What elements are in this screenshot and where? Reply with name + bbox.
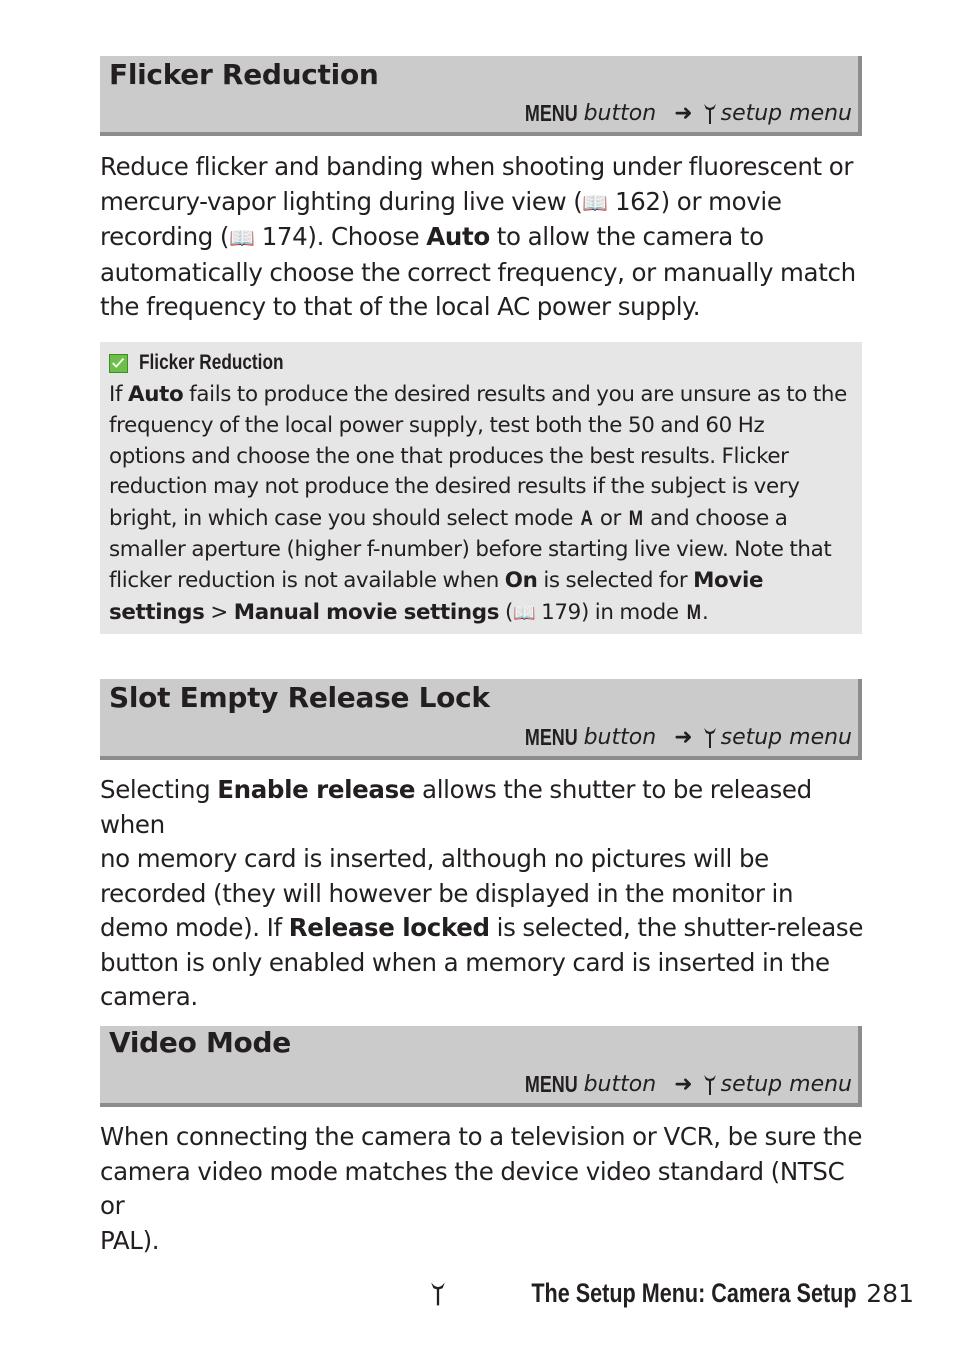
- book-icon: 📖: [582, 190, 608, 215]
- text-line: If Auto fails to produce the desired results and you are unsure as to the: [109, 382, 847, 407]
- wrench-icon: [703, 727, 717, 749]
- text-line: options and choose the one that produces the best results. Flicker: [109, 443, 789, 469]
- setup-menu-label: setup menu: [720, 101, 852, 126]
- text-line: Selecting Enable release allows the shutter to be released when: [100, 775, 812, 839]
- text-line: demo mode). If Release locked is selected, the shutter-release: [100, 913, 864, 942]
- menu-label: MENU: [524, 724, 578, 750]
- text-line: When connecting the camera to a television or VCR, be sure the: [100, 1122, 863, 1151]
- slot-empty-release-lock-header: [100, 679, 862, 760]
- text-line: flicker reduction is not available when On is selected for Movie: [109, 567, 764, 593]
- video-mode-header: [100, 1026, 862, 1107]
- section-title: Slot Empty Release Lock: [109, 681, 490, 714]
- check-note-icon: [109, 354, 128, 373]
- page-footer: [430, 1278, 914, 1309]
- flicker-reduction-header: [100, 56, 862, 136]
- chapter-title: The Setup Menu: Camera Setup: [531, 1278, 857, 1308]
- text-line: automatically choose the correct frequency, or manually match: [100, 257, 856, 287]
- arrow-icon: ➜: [674, 725, 693, 750]
- setup-menu-label: setup menu: [720, 1072, 852, 1097]
- arrow-icon: ➜: [674, 101, 693, 126]
- text-line: bright, in which case you should select mode A or M and choose a: [109, 506, 788, 532]
- text-line: Reduce flicker and banding when shooting under fluorescent or: [100, 152, 854, 181]
- text-line: button is only enabled when a memory card is inserted in the: [100, 947, 830, 977]
- setup-menu-label: setup menu: [720, 725, 852, 750]
- button-label: button: [583, 101, 657, 126]
- menu-breadcrumb: [510, 724, 852, 751]
- text-line: PAL).: [100, 1225, 160, 1255]
- text-line: recording (📖 174). Choose Auto to allow the camera to: [100, 222, 764, 251]
- arrow-icon: ➜: [674, 1072, 693, 1097]
- button-label: button: [583, 1072, 657, 1097]
- menu-label: MENU: [524, 1071, 578, 1097]
- note-title: Flicker Reduction: [139, 351, 284, 374]
- menu-breadcrumb: [510, 1071, 852, 1098]
- book-icon: 📖: [229, 226, 255, 250]
- flicker-note-box: [100, 342, 862, 634]
- slot-description: [100, 773, 870, 1015]
- text-line: mercury-vapor lighting during live view (📖 162) or movie: [100, 186, 782, 216]
- page-number: 281: [866, 1279, 914, 1308]
- text-line: no memory card is inserted, although no pictures will be: [100, 844, 769, 873]
- text-line: reduction may not produce the desired results if the subject is very: [109, 474, 800, 500]
- note-header: [109, 348, 853, 378]
- text-line: settings > Manual movie settings (📖 179) in mode M.: [109, 599, 709, 625]
- section-title: Flicker Reduction: [109, 58, 379, 91]
- note-body: [109, 380, 853, 629]
- section-title: Video Mode: [109, 1026, 291, 1059]
- wrench-icon: [703, 103, 717, 125]
- wrench-icon: [430, 1281, 446, 1307]
- menu-label: MENU: [524, 100, 578, 126]
- text-line: recorded (they will however be displayed in the monitor in: [100, 878, 794, 908]
- text-line: camera video mode matches the device video standard (NTSC or: [100, 1156, 845, 1220]
- text-line: smaller aperture (higher f-number) before starting live view. Note that: [109, 536, 832, 562]
- wrench-icon: [703, 1074, 717, 1096]
- text-line: the frequency to that of the local AC power supply.: [100, 292, 701, 321]
- book-icon: 📖: [513, 602, 536, 624]
- button-label: button: [583, 725, 657, 750]
- text-line: frequency of the local power supply, test both the 50 and 60 Hz: [109, 412, 765, 438]
- text-line: camera.: [100, 982, 198, 1011]
- video-description: [100, 1120, 870, 1258]
- menu-breadcrumb: [510, 100, 852, 127]
- flicker-description: [100, 150, 870, 325]
